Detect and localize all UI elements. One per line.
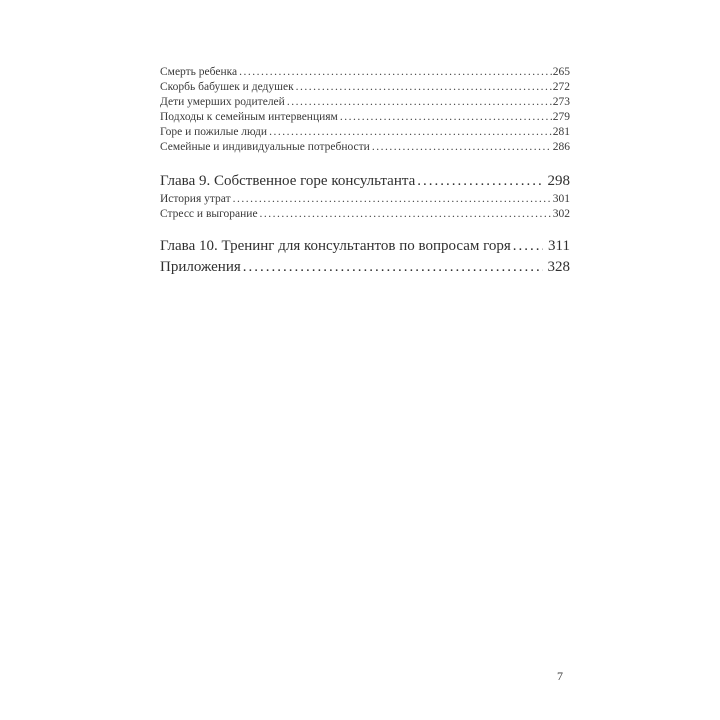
toc-dot-leader	[269, 125, 552, 137]
toc-entry	[160, 125, 570, 140]
toc-dot-leader	[243, 257, 543, 272]
toc-entry-page: 298	[547, 173, 570, 189]
toc-entry	[160, 192, 570, 207]
page-number: 7	[557, 669, 563, 683]
toc-entry-page: 286	[552, 141, 570, 153]
toc-dot-leader	[233, 192, 552, 204]
toc-dot-leader	[340, 110, 552, 122]
toc-entry-title: Горе и пожилые люди	[160, 126, 268, 138]
toc-entry-page: 328	[547, 259, 570, 275]
toc-dot-leader	[239, 65, 552, 77]
toc-dot-leader	[513, 236, 543, 251]
toc-entry-page: 272	[552, 81, 570, 93]
toc-entry	[160, 207, 570, 222]
toc-entry-title: Скорбь бабушек и дедушек	[160, 81, 294, 93]
toc-entry-page: 281	[552, 126, 570, 138]
toc-dot-leader	[417, 171, 542, 186]
toc-entry-title: Приложения	[160, 259, 241, 275]
toc-entry-page: 279	[552, 111, 570, 123]
toc-dot-leader	[372, 140, 552, 152]
toc-entry-page: 265	[552, 66, 570, 78]
toc-entry	[160, 95, 570, 110]
toc-entry-title: История утрат	[160, 193, 231, 205]
toc-entry-page: 302	[552, 208, 570, 220]
toc-entry	[160, 110, 570, 125]
toc-entry-title: Стресс и выгорание	[160, 208, 258, 220]
toc-entry-title: Семейные и индивидуальные потребности	[160, 141, 370, 153]
toc-dot-leader	[287, 95, 552, 107]
toc-chapter-entry	[160, 171, 570, 192]
toc-entry-page: 301	[552, 193, 570, 205]
toc-entry-page: 273	[552, 96, 570, 108]
toc-entry-title: Дети умерших родителей	[160, 96, 285, 108]
toc-entry-title: Подходы к семейным интервенциям	[160, 111, 338, 123]
toc-entry	[160, 140, 570, 155]
toc-dot-leader	[296, 80, 552, 92]
toc-chapter-entry	[160, 236, 570, 257]
toc-entry	[160, 65, 570, 80]
table-of-contents	[160, 65, 570, 278]
toc-chapter-entry	[160, 257, 570, 278]
toc-entry-title: Глава 10. Тренинг для консультантов по вопросам горя	[160, 238, 511, 254]
toc-entry	[160, 80, 570, 95]
toc-entry-page: 311	[548, 238, 570, 254]
toc-entry-title: Глава 9. Собственное горе консультанта	[160, 173, 416, 189]
toc-entry-title: Смерть ребенка	[160, 66, 238, 78]
toc-dot-leader	[260, 207, 552, 219]
